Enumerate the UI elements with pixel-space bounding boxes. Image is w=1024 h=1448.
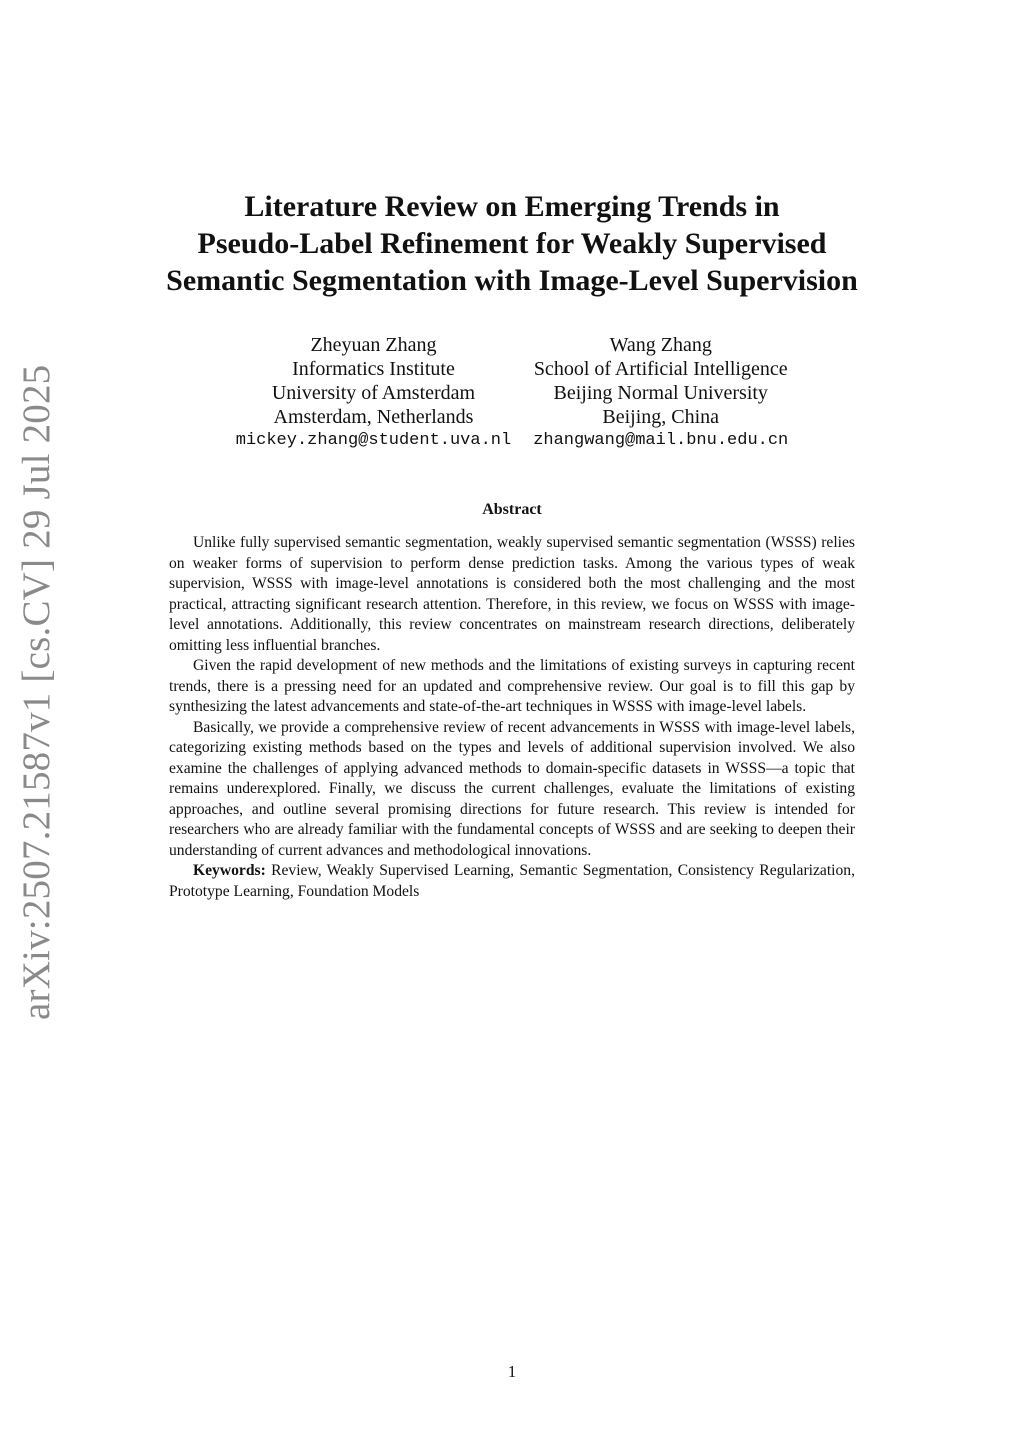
author-affiliation: Informatics Institute <box>292 358 455 380</box>
keywords-label: Keywords: <box>193 862 266 879</box>
author-university: University of Amsterdam <box>271 382 476 404</box>
author-name: Wang Zhang <box>609 334 712 356</box>
abstract-body <box>169 533 855 902</box>
keywords-paragraph <box>169 861 855 902</box>
author-name: Zheyuan Zhang <box>310 334 437 356</box>
title-line-3: Semantic Segmentation with Image-Level Supervision <box>166 264 858 297</box>
keywords-list: Review, Weakly Supervised Learning, Semantic Segmentation, Consistency Regularization, Prototype Learning, Foundation Models <box>169 862 855 900</box>
author-university: Beijing Normal University <box>553 382 768 404</box>
abstract-paragraph-3: Basically, we provide a comprehensive review of recent advancements in WSSS with image-level labels, categorizing existing methods based on the types and levels of additional supervision involved. We also examine the challenges of applying advanced methods to domain-specific datasets in WSSS—a topic that remains underexplored. Finally, we discuss the current challenges, evaluate the limitations of existing approaches, and outline several promising directions for future research. This review is intended for researchers who are already familiar with the fundamental concepts of WSSS and are seeking to deepen their understanding of current advances and methodological innovations. <box>169 718 855 859</box>
paper-title <box>100 188 924 299</box>
title-line-2: Pseudo-Label Refinement for Weakly Supervised <box>197 227 827 260</box>
abstract-heading: Abstract <box>482 501 542 518</box>
title-line-1: Literature Review on Emerging Trends in <box>244 190 780 223</box>
author-location: Beijing, China <box>602 406 720 428</box>
author-1 <box>236 333 511 453</box>
author-2 <box>533 333 788 453</box>
author-affiliation: School of Artificial Intelligence <box>533 358 788 380</box>
arxiv-identifier-stamp[interactable]: arXiv:2507.21587v1 [cs.CV] 29 Jul 2025 <box>15 364 58 1020</box>
abstract-paragraph-2: Given the rapid development of new methods and the limitations of existing surveys in capturing recent trends, there is a pressing need for an updated and comprehensive review. Our goal is to fill this gap by synthesizing the latest advancements and state-of-the-art techniques in WSSS with image-level labels. <box>169 657 855 715</box>
author-location: Amsterdam, Netherlands <box>273 406 474 428</box>
page-number: 1 <box>507 1362 517 1381</box>
abstract-paragraph-1: Unlike fully supervised semantic segmentation, weakly supervised semantic segmentation (WSSS) relies on weaker forms of supervision to perform dense prediction tasks. Among the various types of weak supervision, WSSS with image-level annotations is considered both the most challenging and the most practical, attracting significant research attention. Therefore, in this review, we focus on WSSS with image-level annotations. Additionally, this review concentrates on mainstream research directions, deliberately omitting less influential branches. <box>169 534 855 654</box>
author-email[interactable]: mickey.zhang@student.uva.nl <box>235 431 512 450</box>
author-email[interactable]: zhangwang@mail.bnu.edu.cn <box>533 431 789 450</box>
author-block <box>200 333 824 453</box>
